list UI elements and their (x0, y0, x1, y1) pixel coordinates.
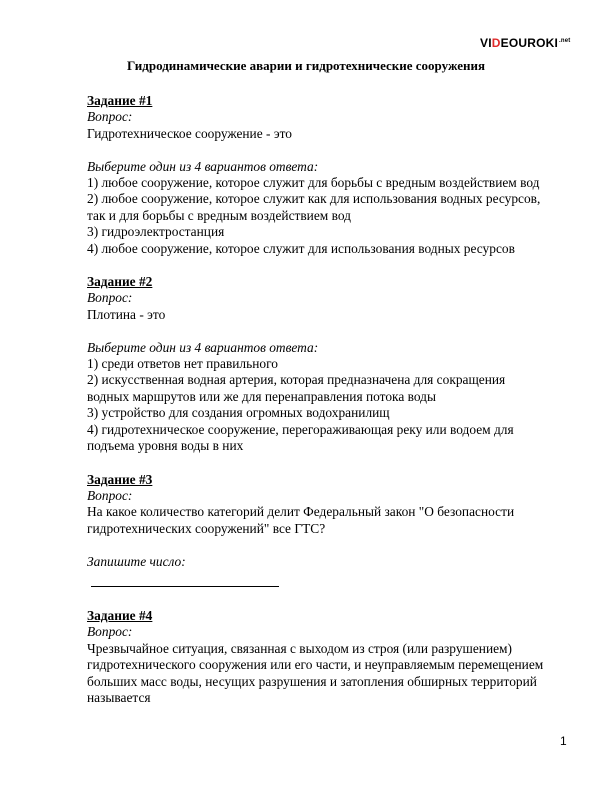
task-2-option: водных маршрутов или же для перенаправления потока воды (87, 388, 436, 404)
task-1-question-label: Вопрос: (87, 109, 133, 125)
logo-text-part1: VI (480, 36, 492, 50)
task-2 (87, 274, 567, 454)
task-2-question: Плотина - это (87, 306, 166, 322)
task-3-question-line: гидротехнических сооружений" все ГТС? (87, 520, 326, 536)
task-2-option: 1) среди ответов нет правильного (87, 356, 278, 372)
task-1-option: 1) любое сооружение, которое служит для борьбы с вредным воздействием вод (87, 175, 540, 191)
task-4-question-line: больших масс воды, несущих разрушения и затопления обширных территорий (87, 673, 537, 689)
task-3-question-line: На какое количество категорий делит Федеральный закон "О безопасности (87, 504, 515, 520)
task-4-question-line: называется (87, 689, 151, 705)
task-1-option: 2) любое сооружение, которое служит как для использования водных ресурсов, (87, 191, 541, 207)
task-3-heading: Задание #3 (87, 471, 153, 487)
logo-text-accent: D (491, 36, 501, 50)
task-4-heading: Задание #4 (87, 607, 153, 623)
task-2-option: 3) устройство для создания огромных водохранилищ (87, 405, 390, 421)
task-4-question-label: Вопрос: (87, 624, 133, 640)
task-1-question: Гидротехническое сооружение - это (87, 125, 292, 141)
task-3-instruction: Запишите число: (87, 553, 186, 569)
task-4-question-line: Чрезвычайное ситуация, связанная с выходом из строя (или разрушением) (87, 640, 512, 656)
task-1-instruction: Выберите один из 4 вариантов ответа: (87, 158, 319, 174)
page-number: 1 (560, 734, 567, 748)
task-4 (87, 608, 567, 706)
videouroki-logo (480, 33, 571, 51)
answer-input-line[interactable] (91, 574, 279, 587)
logo-text-part2: EOUROKI (500, 36, 559, 50)
task-1 (87, 93, 567, 257)
logo-text-suffix: .net (559, 38, 571, 44)
task-2-question-label: Вопрос: (87, 290, 133, 306)
task-1-option: 3) гидроэлектростанция (87, 224, 225, 240)
task-1-option: 4) любое сооружение, которое служит для использования водных ресурсов (87, 240, 515, 256)
task-2-instruction: Выберите один из 4 вариантов ответа: (87, 339, 319, 355)
task-2-option: подъема уровня воды в них (87, 438, 244, 454)
task-1-heading: Задание #1 (87, 93, 153, 108)
task-2-option: 2) искусственная водная артерия, которая предназначена для сокращения (87, 372, 506, 388)
document-body (87, 93, 567, 706)
document-title: Гидродинамические аварии и гидротехнические сооружения (127, 58, 485, 73)
task-1-option: так и для борьбы с вредным воздействием вод (87, 207, 351, 223)
task-2-option: 4) гидротехническое сооружение, перегораживающая реку или водоем для (87, 421, 514, 437)
task-4-question-line: гидротехнического сооружения или его части, и неуправляемым перемещением (87, 657, 544, 673)
task-3-question-label: Вопрос: (87, 487, 133, 503)
task-2-heading: Задание #2 (87, 274, 153, 290)
task-3 (87, 472, 567, 587)
